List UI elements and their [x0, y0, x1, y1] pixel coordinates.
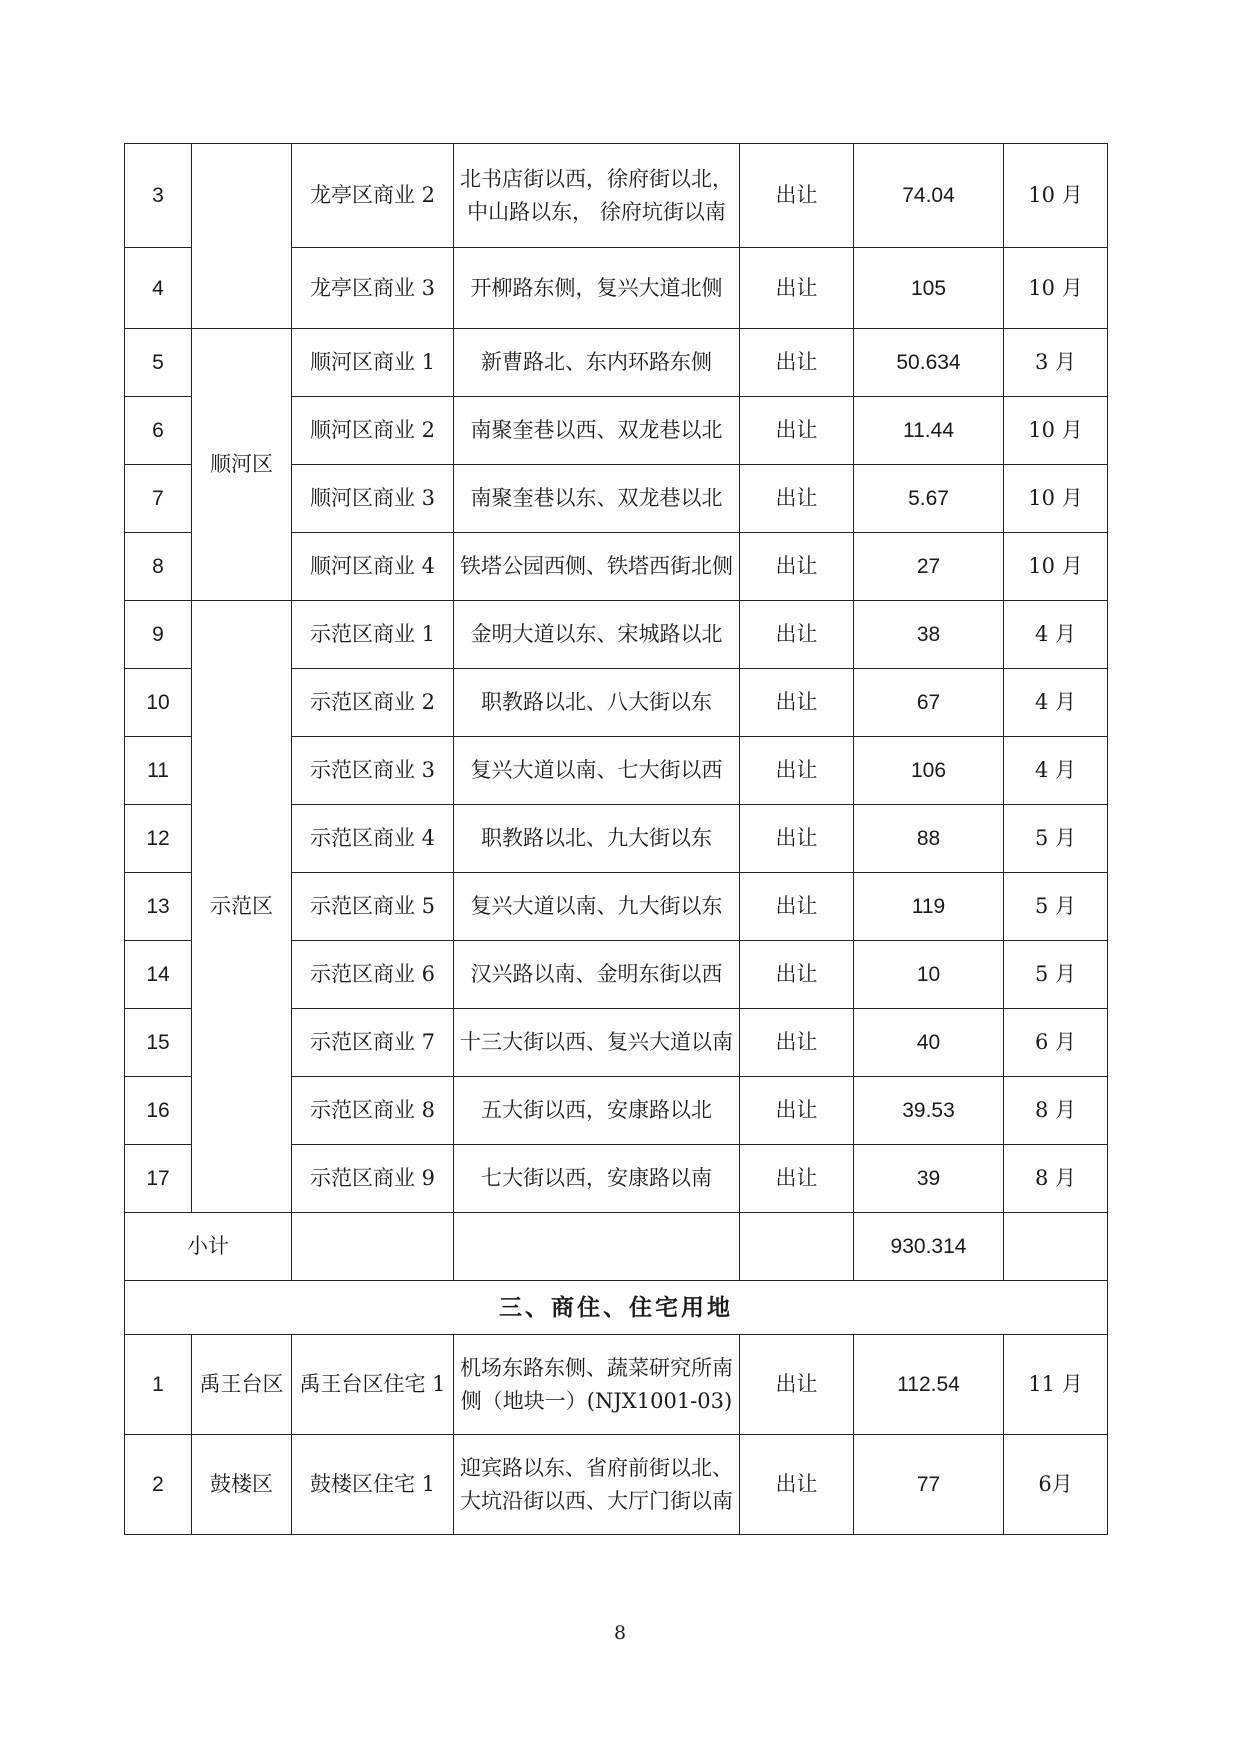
supply-mode: 出让	[740, 329, 854, 397]
parcel-area: 105	[854, 248, 1004, 329]
parcel-location: 北书店街以西，徐府街以北， 中山路以东， 徐府坑街以南	[454, 144, 740, 248]
supply-month: 3 月	[1004, 329, 1108, 397]
parcel-area: 88	[854, 805, 1004, 873]
row-number: 5	[125, 329, 192, 397]
parcel-area: 77	[854, 1435, 1004, 1535]
district-name: 鼓楼区	[192, 1435, 292, 1535]
parcel-name: 顺河区商业 1	[292, 329, 454, 397]
supply-month: 5 月	[1004, 873, 1108, 941]
supply-mode: 出让	[740, 1077, 854, 1145]
supply-month: 5 月	[1004, 805, 1108, 873]
parcel-location: 五大街以西，安康路以北	[454, 1077, 740, 1145]
supply-mode: 出让	[740, 601, 854, 669]
table-row	[125, 144, 1108, 248]
row-number: 9	[125, 601, 192, 669]
parcel-location: 南聚奎巷以东、双龙巷以北	[454, 465, 740, 533]
supply-mode: 出让	[740, 669, 854, 737]
supply-month: 10 月	[1004, 397, 1108, 465]
row-number: 7	[125, 465, 192, 533]
parcel-location: 铁塔公园西侧、铁塔西街北侧	[454, 533, 740, 601]
district-name: 示范区	[192, 601, 292, 1213]
empty-cell	[454, 1213, 740, 1281]
row-number: 10	[125, 669, 192, 737]
district-name: 顺河区	[192, 329, 292, 601]
page-number: 8	[613, 1622, 627, 1644]
supply-mode: 出让	[740, 465, 854, 533]
parcel-area: 40	[854, 1009, 1004, 1077]
parcel-name: 示范区商业 3	[292, 737, 454, 805]
row-number: 15	[125, 1009, 192, 1077]
section-header-row	[125, 1281, 1108, 1335]
empty-cell	[1004, 1213, 1108, 1281]
supply-month: 4 月	[1004, 669, 1108, 737]
parcel-location: 职教路以北、八大街以东	[454, 669, 740, 737]
parcel-location: 七大街以西，安康路以南	[454, 1145, 740, 1213]
section-title: 三、商住、住宅用地	[125, 1281, 1108, 1335]
parcel-name: 顺河区商业 3	[292, 465, 454, 533]
parcel-name: 龙亭区商业 2	[292, 144, 454, 248]
row-number: 16	[125, 1077, 192, 1145]
row-number: 1	[125, 1335, 192, 1435]
parcel-area: 112.54	[854, 1335, 1004, 1435]
row-number: 12	[125, 805, 192, 873]
parcel-area: 67	[854, 669, 1004, 737]
supply-mode: 出让	[740, 873, 854, 941]
district-cell-continued	[192, 144, 292, 329]
parcel-name: 鼓楼区住宅 1	[292, 1435, 454, 1535]
empty-cell	[740, 1213, 854, 1281]
parcel-area: 119	[854, 873, 1004, 941]
parcel-area: 106	[854, 737, 1004, 805]
parcel-location: 迎宾路以东、省府前街以北、大坑沿街以西、大厅门街以南	[454, 1435, 740, 1535]
land-supply-table	[124, 143, 1108, 1535]
empty-cell	[292, 1213, 454, 1281]
row-number: 6	[125, 397, 192, 465]
parcel-location: 新曹路北、东内环路东侧	[454, 329, 740, 397]
supply-mode: 出让	[740, 737, 854, 805]
supply-mode: 出让	[740, 1435, 854, 1535]
supply-mode: 出让	[740, 144, 854, 248]
parcel-area: 27	[854, 533, 1004, 601]
parcel-area: 50.634	[854, 329, 1004, 397]
parcel-location: 开柳路东侧，复兴大道北侧	[454, 248, 740, 329]
table-row	[125, 329, 1108, 397]
parcel-name: 示范区商业 8	[292, 1077, 454, 1145]
row-number: 2	[125, 1435, 192, 1535]
row-number: 11	[125, 737, 192, 805]
parcel-area: 5.67	[854, 465, 1004, 533]
parcel-name: 示范区商业 1	[292, 601, 454, 669]
supply-mode: 出让	[740, 1335, 854, 1435]
district-name: 禹王台区	[192, 1335, 292, 1435]
parcel-name: 顺河区商业 2	[292, 397, 454, 465]
supply-month: 10 月	[1004, 144, 1108, 248]
parcel-name: 示范区商业 5	[292, 873, 454, 941]
supply-month: 6 月	[1004, 1009, 1108, 1077]
row-number: 17	[125, 1145, 192, 1213]
row-number: 13	[125, 873, 192, 941]
supply-mode: 出让	[740, 805, 854, 873]
supply-mode: 出让	[740, 1009, 854, 1077]
parcel-name: 顺河区商业 4	[292, 533, 454, 601]
supply-month: 5 月	[1004, 941, 1108, 1009]
subtotal-row	[125, 1213, 1108, 1281]
table-row	[125, 1435, 1108, 1535]
supply-month: 4 月	[1004, 737, 1108, 805]
supply-mode: 出让	[740, 397, 854, 465]
parcel-name: 示范区商业 9	[292, 1145, 454, 1213]
parcel-name: 禹王台区住宅 1	[292, 1335, 454, 1435]
parcel-location: 复兴大道以南、九大街以东	[454, 873, 740, 941]
parcel-area: 39.53	[854, 1077, 1004, 1145]
supply-month: 4 月	[1004, 601, 1108, 669]
supply-month: 8 月	[1004, 1145, 1108, 1213]
parcel-location: 南聚奎巷以西、双龙巷以北	[454, 397, 740, 465]
parcel-area: 11.44	[854, 397, 1004, 465]
supply-month: 10 月	[1004, 533, 1108, 601]
parcel-name: 龙亭区商业 3	[292, 248, 454, 329]
parcel-location: 职教路以北、九大街以东	[454, 805, 740, 873]
parcel-location: 复兴大道以南、七大街以西	[454, 737, 740, 805]
supply-mode: 出让	[740, 248, 854, 329]
row-number: 8	[125, 533, 192, 601]
table-row	[125, 601, 1108, 669]
supply-month: 11 月	[1004, 1335, 1108, 1435]
supply-mode: 出让	[740, 533, 854, 601]
parcel-location: 汉兴路以南、金明东街以西	[454, 941, 740, 1009]
subtotal-area: 930.314	[854, 1213, 1004, 1281]
supply-month: 10 月	[1004, 465, 1108, 533]
parcel-area: 74.04	[854, 144, 1004, 248]
supply-mode: 出让	[740, 1145, 854, 1213]
subtotal-label: 小计	[125, 1213, 292, 1281]
supply-mode: 出让	[740, 941, 854, 1009]
parcel-location: 金明大道以东、宋城路以北	[454, 601, 740, 669]
parcel-name: 示范区商业 6	[292, 941, 454, 1009]
row-number: 14	[125, 941, 192, 1009]
supply-month: 6月	[1004, 1435, 1108, 1535]
parcel-name: 示范区商业 7	[292, 1009, 454, 1077]
parcel-location: 十三大街以西、复兴大道以南	[454, 1009, 740, 1077]
supply-month: 8 月	[1004, 1077, 1108, 1145]
parcel-area: 39	[854, 1145, 1004, 1213]
table-row	[125, 1335, 1108, 1435]
parcel-area: 38	[854, 601, 1004, 669]
row-number: 3	[125, 144, 192, 248]
parcel-name: 示范区商业 2	[292, 669, 454, 737]
supply-month: 10 月	[1004, 248, 1108, 329]
parcel-area: 10	[854, 941, 1004, 1009]
row-number: 4	[125, 248, 192, 329]
parcel-name: 示范区商业 4	[292, 805, 454, 873]
parcel-location: 机场东路东侧、蔬菜研究所南侧（地块一）(NJX1001-03)	[454, 1335, 740, 1435]
